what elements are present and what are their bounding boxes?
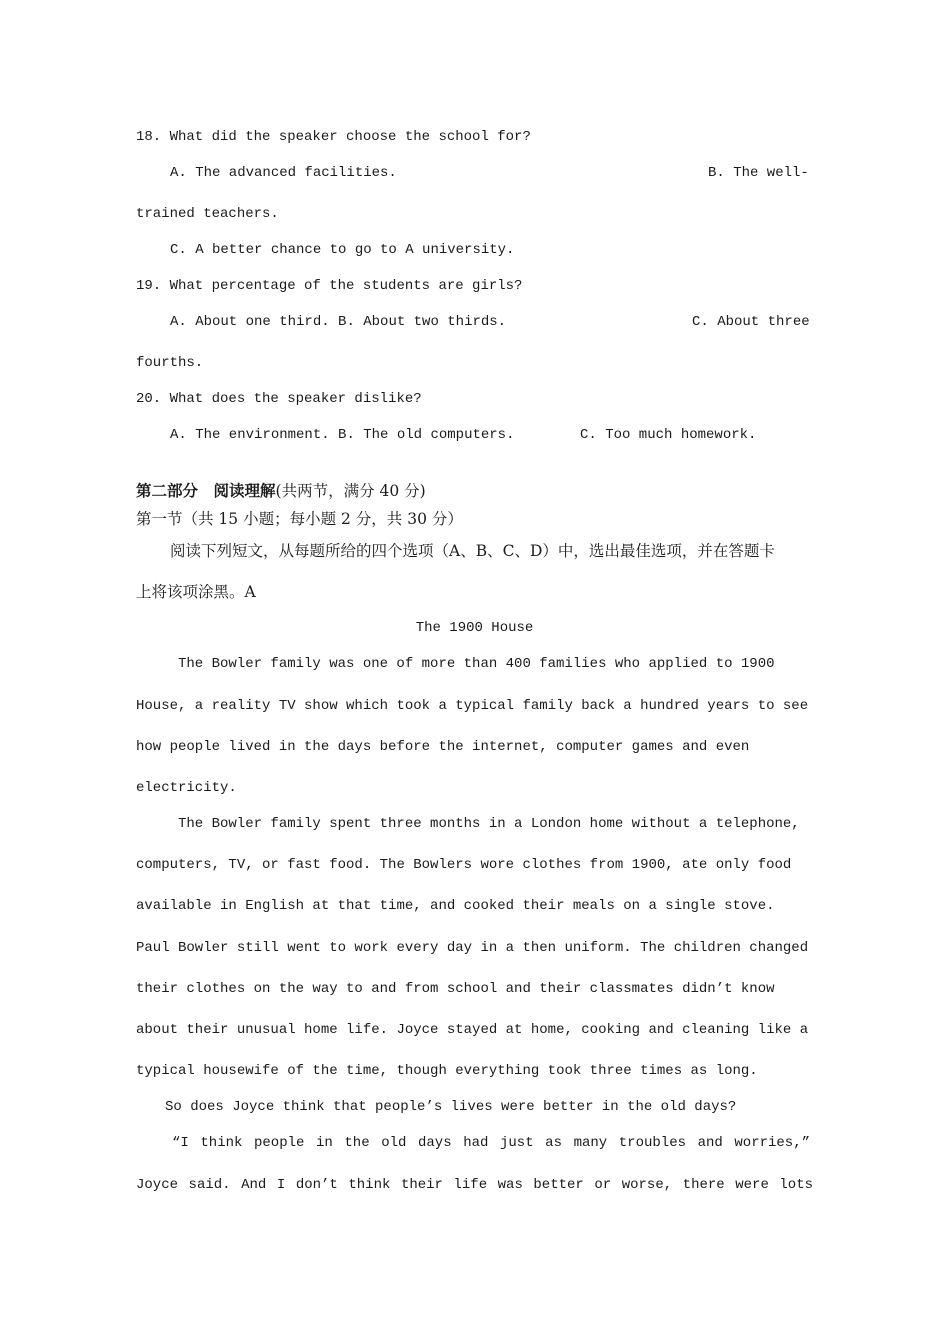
question-18-option-a: A. The advanced facilities. <box>170 165 397 181</box>
instructions-line-1: 阅读下列短文，从每题所给的四个选项（A、B、C、D）中，选出最佳选项，并在答题卡 <box>170 542 775 560</box>
passage-line: The Bowler family was one of more than 400 families who applied to 1900 <box>178 656 775 672</box>
passage-line: House, a reality TV show which took a typical family back a hundred years to see <box>136 698 809 714</box>
part-heading <box>136 481 426 501</box>
instructions-line-2: 上将该项涂黑。A <box>136 583 256 601</box>
passage-line: their clothes on the way to and from school and their classmates didn’t know <box>136 981 775 997</box>
passage-line: Paul Bowler still went to work every day in a then uniform. The children changed <box>136 940 809 956</box>
question-20-option-a: A. The environment. <box>170 427 330 443</box>
question-20-option-c: C. Too much homework. <box>580 427 757 443</box>
question-19-option-b: B. About two thirds. <box>338 314 507 330</box>
passage-line: Joyce said. And I don’t think their life was better or worse, there were lots <box>136 1177 813 1193</box>
passage-line: electricity. <box>136 780 237 796</box>
question-20-stem: 20. What does the speaker dislike? <box>136 391 422 407</box>
passage-line: “I think people in the old days had just as many troubles and worries,” <box>172 1135 810 1151</box>
part-note: (共两节，满分 40 分) <box>275 482 426 500</box>
passage-line: So does Joyce think that people’s lives were better in the old days? <box>165 1099 737 1115</box>
question-18-stem: 18. What did the speaker choose the school for? <box>136 129 531 145</box>
question-18-option-c: C. A better chance to go to A university. <box>170 242 515 258</box>
question-20-option-b: B. The old computers. <box>338 427 515 443</box>
passage-line: how people lived in the days before the internet, computer games and even <box>136 739 750 755</box>
question-18-option-b-end: trained teachers. <box>136 206 279 222</box>
question-19-option-c-start: C. About three <box>692 314 810 330</box>
passage-line: available in English at that time, and cooked their meals on a single stove. <box>136 898 775 914</box>
question-19-stem: 19. What percentage of the students are girls? <box>136 278 523 294</box>
question-20-options-ab <box>170 426 514 444</box>
passage-line: computers, TV, or fast food. The Bowlers wore clothes from 1900, ate only food <box>136 857 792 873</box>
part-title: 第二部分 阅读理解 <box>136 481 276 500</box>
passage-line: about their unusual home life. Joyce stayed at home, cooking and cleaning like a <box>136 1022 809 1038</box>
question-18-option-b-start: B. The well- <box>708 165 809 181</box>
question-19-options-ab <box>170 313 506 331</box>
section-title: 第一节（共 15 小题；每小题 2 分，共 30 分） <box>136 510 463 528</box>
passage-line: The Bowler family spent three months in a London home without a telephone, <box>178 816 800 832</box>
question-19-option-c-end: fourths. <box>136 355 204 371</box>
passage-line: typical housewife of the time, though everything took three times as long. <box>136 1063 758 1079</box>
passage-title: The 1900 House <box>415 620 534 636</box>
question-19-option-a: A. About one third. <box>170 314 330 330</box>
